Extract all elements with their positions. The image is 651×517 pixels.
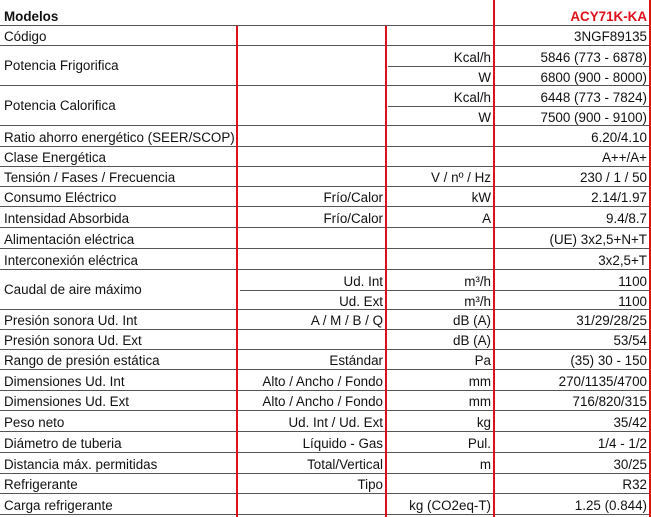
row-value: R32 <box>622 476 647 492</box>
row-value: 230 / 1 / 50 <box>579 169 647 185</box>
table-row <box>0 228 651 249</box>
table-row <box>0 350 651 370</box>
row-sub: Alto / Ancho / Fondo <box>262 393 383 409</box>
table-row <box>0 26 651 46</box>
row-sub: Frío/Calor <box>323 189 383 205</box>
row-value: 1100 <box>618 293 647 309</box>
table-row <box>0 411 651 432</box>
row-label: Presión sonora Ud. Ext <box>4 332 142 348</box>
table-row <box>0 86 651 126</box>
row-value: 53/54 <box>613 332 647 348</box>
row-label: Interconexión eléctrica <box>4 252 138 268</box>
table-row <box>0 46 651 86</box>
row-sub: Líquido - Gas <box>302 435 383 451</box>
row-value: 270/1135/4700 <box>558 373 647 389</box>
row-unit: Kcal/h <box>453 89 491 105</box>
row-label: Dimensiones Ud. Ext <box>4 393 130 409</box>
model-name: ACY71K-KA <box>570 8 647 24</box>
row-unit: V / nº / Hz <box>431 169 491 185</box>
row-value: (UE) 3x2,5+N+T <box>549 231 647 247</box>
row-label: Diámetro de tuberia <box>4 435 122 451</box>
row-value: 30/25 <box>613 456 647 472</box>
row-sub: Tipo <box>357 476 383 492</box>
row-unit: dB (A) <box>453 312 491 328</box>
row-value: 2.14/1.97 <box>591 189 647 205</box>
row-value: 3NGF89135 <box>574 28 647 44</box>
row-value: 716/820/315 <box>572 393 647 409</box>
table-row <box>0 310 651 330</box>
row-sub: Ud. Ext <box>339 293 383 309</box>
row-label: Ratio ahorro energético (SEER/SCOP) <box>4 129 235 145</box>
row-value: A++/A+ <box>601 149 647 165</box>
table-header-row <box>0 0 651 26</box>
table-row <box>0 187 651 207</box>
table-row <box>0 474 651 494</box>
row-value: 1100 <box>618 273 647 289</box>
row-unit: kg <box>476 414 491 430</box>
row-sub: Ud. Int / Ud. Ext <box>288 414 383 430</box>
row-unit: A <box>482 210 491 226</box>
row-label: Carga refrigerante <box>4 497 113 513</box>
row-unit: Pa <box>474 352 491 368</box>
row-unit: m³/h <box>464 293 491 309</box>
table-row <box>0 494 651 515</box>
row-value: 3x2,5+T <box>598 252 647 268</box>
table-row <box>0 270 651 310</box>
row-label: Consumo Eléctrico <box>4 189 117 205</box>
row-unit: kW <box>471 189 491 205</box>
table-row <box>0 330 651 350</box>
column-divider <box>385 26 387 517</box>
row-label: Intensidad Absorbida <box>4 210 130 226</box>
table-row <box>0 126 651 147</box>
row-value: 9.4/8.7 <box>606 210 647 226</box>
table-row <box>0 391 651 411</box>
row-value: 31/29/28/25 <box>576 312 647 328</box>
row-label: Potencia Frigorifica <box>4 57 119 73</box>
row-value: 7500 (900 - 9100) <box>540 109 647 125</box>
row-sub: Frío/Calor <box>323 210 383 226</box>
column-divider <box>236 26 238 517</box>
row-unit: m <box>479 456 491 472</box>
row-label: Alimentación eléctrica <box>4 231 135 247</box>
column-divider <box>493 0 495 517</box>
row-value: 6448 (773 - 7824) <box>540 89 647 105</box>
row-value: 5846 (773 - 6878) <box>540 49 647 65</box>
row-label: Peso neto <box>4 414 65 430</box>
row-value: 6800 (900 - 8000) <box>540 69 647 85</box>
row-label: Potencia Calorifica <box>4 97 116 113</box>
table-row <box>0 207 651 228</box>
row-label: Rango de presión estática <box>4 352 160 368</box>
row-value: 1.25 (0.844) <box>574 497 647 513</box>
row-sub: Alto / Ancho / Fondo <box>262 373 383 389</box>
table-row <box>0 453 651 474</box>
row-sub: Estándar <box>329 352 383 368</box>
row-value: 35/42 <box>613 414 647 430</box>
row-label: Refrigerante <box>4 476 78 492</box>
row-value: 1/4 - 1/2 <box>597 435 647 451</box>
row-label: Caudal de aire máximo <box>4 281 142 297</box>
row-unit: dB (A) <box>453 332 491 348</box>
row-sub: A / M / B / Q <box>310 312 383 328</box>
row-unit: mm <box>468 373 491 389</box>
row-value: 6.20/4.10 <box>591 129 647 145</box>
row-value: (35) 30 - 150 <box>570 352 647 368</box>
row-sub: Total/Vertical <box>307 456 383 472</box>
table-row <box>0 432 651 453</box>
table-row <box>0 147 651 167</box>
row-label: Presión sonora Ud. Int <box>4 312 138 328</box>
row-label: Tensión / Fases / Frecuencia <box>4 169 176 185</box>
row-unit: W <box>478 69 491 85</box>
row-unit: W <box>478 109 491 125</box>
row-label: Distancia máx. permitidas <box>4 456 158 472</box>
table-row <box>0 370 651 391</box>
row-unit: Pul. <box>467 435 491 451</box>
models-label: Modelos <box>4 8 59 24</box>
row-label: Código <box>4 28 47 44</box>
row-unit: m³/h <box>464 273 491 289</box>
row-sub: Ud. Int <box>343 273 383 289</box>
row-label: Dimensiones Ud. Int <box>4 373 125 389</box>
table-row <box>0 167 651 187</box>
table-row <box>0 249 651 270</box>
row-unit: kg (CO2eq-T) <box>409 497 491 513</box>
row-label: Clase Energética <box>4 149 106 165</box>
row-unit: Kcal/h <box>453 49 491 65</box>
row-unit: mm <box>468 393 491 409</box>
